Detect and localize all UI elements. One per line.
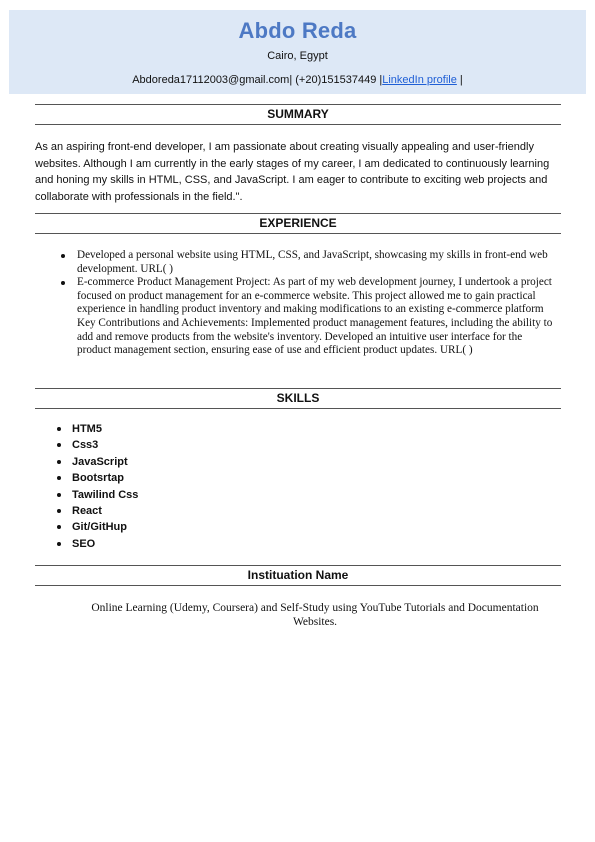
skill-item: React [57,503,138,519]
skill-item: Css3 [57,437,138,453]
skill-item: Bootsrtap [57,470,138,486]
linkedin-link[interactable]: LinkedIn profile [382,74,457,86]
separator: | [289,74,296,86]
skill-item: Tawilind Css [57,487,138,503]
skill-item: SEO [57,536,138,552]
contact-line [9,74,586,87]
separator: | [456,74,463,86]
experience-heading: EXPERIENCE [35,213,561,234]
summary-text: As an aspiring front-end developer, I am passionate about creating visually appealing and user-friendly websites. Although I am currently in the early stages of my career, I am dedicated to continuously learning and honing my skills in HTML, CSS, and JavaScript. I am eager to contribute to exciting web projects and collaborate with professionals in the field.". [35,141,550,203]
skill-item: JavaScript [57,454,138,470]
email-text: Abdoreda17112003@gmail.com [132,74,290,86]
experience-list [61,249,556,358]
separator: | [376,74,383,86]
skill-item: HTM5 [57,421,138,437]
skills-heading: SKILLS [35,388,561,409]
candidate-location: Cairo, Egypt [267,50,328,62]
experience-item: Developed a personal website using HTML, CSS, and JavaScript, showcasing my skills in front-end web development. URL( ) [61,249,556,276]
skill-item: Git/GitHup [57,519,138,535]
phone-text: (+20)151537449 [295,74,377,86]
skills-list [57,421,138,552]
summary-heading: SUMMARY [35,104,561,125]
education-text: Online Learning (Udemy, Coursera) and Self-Study using YouTube Tutorials and Documentation Websites. [91,602,539,628]
experience-item: E-commerce Product Management Project: As part of my web development journey, I undertook a project focused on product management for an e-commerce website. This project allowed me to gain practical experience in handling product inventory and making modifications to an existing e-commerce platform Key Contributions and Achievements: Implemented product management features, including the ability to add and remove products from the website's inventory. Developed an intuitive user interface for the product management section, ensuring ease of use and efficient product updates. URL( ) [61,276,556,358]
candidate-name: Abdo Reda [238,18,357,43]
resume-header [9,10,586,94]
education-heading: Instituation Name [35,565,561,586]
